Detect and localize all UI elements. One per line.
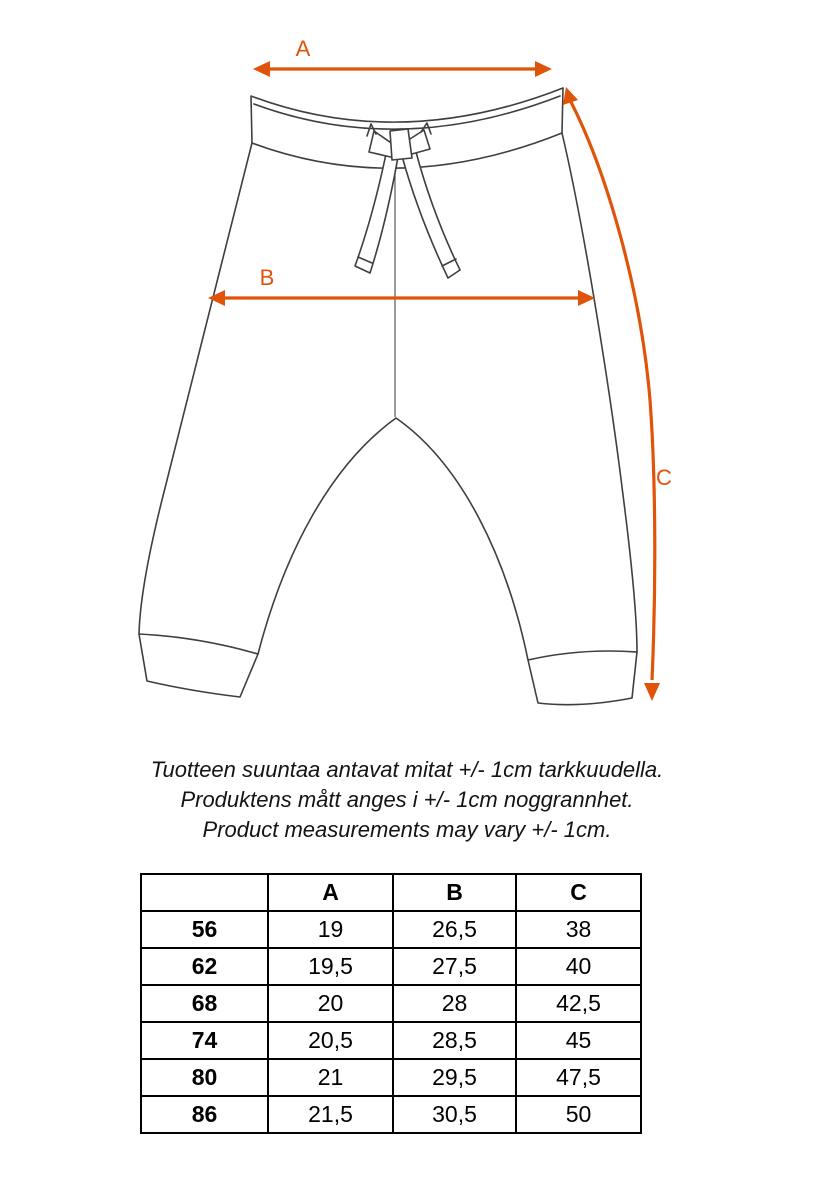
a-value: 20 (268, 985, 393, 1022)
b-value: 26,5 (393, 911, 516, 948)
header-size (141, 874, 268, 911)
b-value: 29,5 (393, 1059, 516, 1096)
header-c: C (516, 874, 641, 911)
c-value: 45 (516, 1022, 641, 1059)
size-value: 62 (141, 948, 268, 985)
drawstring-knot-wrap (390, 129, 412, 160)
table-row (141, 1022, 641, 1059)
b-value: 28,5 (393, 1022, 516, 1059)
b-value: 28 (393, 985, 516, 1022)
table-row (141, 1096, 641, 1133)
c-value: 42,5 (516, 985, 641, 1022)
c-value: 50 (516, 1096, 641, 1133)
note-english: Product measurements may vary +/- 1cm. (202, 817, 612, 842)
arrow-c-bottom-head-icon (644, 683, 660, 701)
note-finnish: Tuotteen suuntaa antavat mitat +/- 1cm tarkkuudella. (150, 757, 664, 782)
a-value: 21,5 (268, 1096, 393, 1133)
note-swedish: Produktens mått anges i +/- 1cm noggrannhet. (180, 787, 634, 812)
label-c: C (656, 465, 672, 490)
size-value: 68 (141, 985, 268, 1022)
c-value: 38 (516, 911, 641, 948)
header-a: A (268, 874, 393, 911)
size-value: 56 (141, 911, 268, 948)
arrow-a-right-head-icon (535, 61, 552, 77)
a-value: 21 (268, 1059, 393, 1096)
tolerance-notes (0, 755, 814, 845)
table-header-row (141, 874, 641, 911)
c-value: 40 (516, 948, 641, 985)
table-row (141, 948, 641, 985)
size-value: 86 (141, 1096, 268, 1133)
label-b: B (259, 265, 275, 290)
arrow-c-top-head-icon (563, 87, 578, 105)
c-value: 47,5 (516, 1059, 641, 1096)
arrow-a-left-head-icon (253, 61, 270, 77)
size-table (140, 873, 642, 1134)
header-b: B (393, 874, 516, 911)
a-value: 20,5 (268, 1022, 393, 1059)
a-value: 19,5 (268, 948, 393, 985)
b-value: 30,5 (393, 1096, 516, 1133)
b-value: 27,5 (393, 948, 516, 985)
size-value: 74 (141, 1022, 268, 1059)
table-row (141, 911, 641, 948)
label-a: A (295, 36, 311, 61)
table-row (141, 1059, 641, 1096)
a-value: 19 (268, 911, 393, 948)
pants-drawing (139, 88, 637, 705)
size-value: 80 (141, 1059, 268, 1096)
table-row (141, 985, 641, 1022)
measurement-arrow-a (253, 36, 552, 77)
